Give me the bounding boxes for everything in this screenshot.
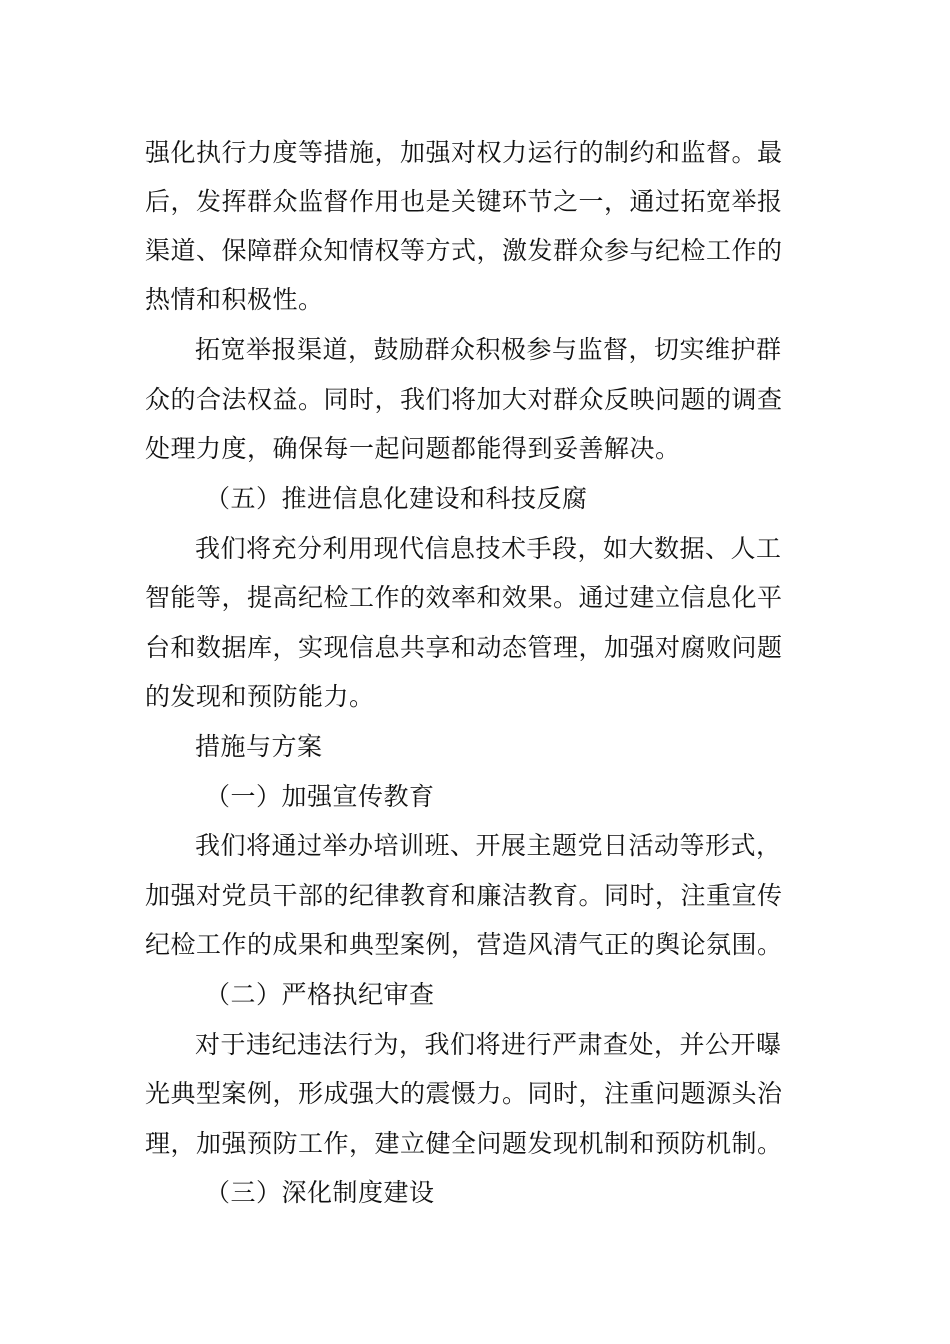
heading-5: （五）推进信息化建设和科技反腐 xyxy=(205,484,588,513)
paragraph-5-line-2: 光典型案例，形成强大的震慑力。同时，注重问题源头治 xyxy=(145,1079,783,1108)
paragraph-1-line-4: 热情和积极性。 xyxy=(145,285,324,314)
paragraph-2-line-1: 拓宽举报渠道，鼓励群众积极参与监督，切实维护群 xyxy=(195,335,782,364)
heading-1: （一）加强宣传教育 xyxy=(205,782,435,811)
paragraph-3-line-3: 台和数据库，实现信息共享和动态管理，加强对腐败问题 xyxy=(145,633,783,662)
heading-2: （二）严格执纪审查 xyxy=(205,980,435,1009)
paragraph-1-line-1: 强化执行力度等措施，加强对权力运行的制约和监督。最 xyxy=(145,138,783,167)
paragraph-3-line-1: 我们将充分利用现代信息技术手段，如大数据、人工 xyxy=(195,534,782,563)
paragraph-5-line-1: 对于违纪违法行为，我们将进行严肃查处，并公开曝 xyxy=(195,1030,782,1059)
paragraph-4-line-3: 纪检工作的成果和典型案例，营造风清气正的舆论氛围。 xyxy=(145,930,783,959)
paragraph-1-line-2: 后，发挥群众监督作用也是关键环节之一，通过拓宽举报 xyxy=(145,187,783,216)
section-title: 措施与方案 xyxy=(195,732,323,761)
paragraph-4-line-2: 加强对党员干部的纪律教育和廉洁教育。同时，注重宣传 xyxy=(145,881,783,910)
paragraph-2-line-2: 众的合法权益。同时，我们将加大对群众反映问题的调查 xyxy=(145,385,783,414)
paragraph-4-line-1: 我们将通过举办培训班、开展主题党日活动等形式， xyxy=(195,831,782,860)
paragraph-3-line-4: 的发现和预防能力。 xyxy=(145,682,375,711)
paragraph-2-line-3: 处理力度，确保每一起问题都能得到妥善解决。 xyxy=(145,434,681,463)
paragraph-5-line-3: 理，加强预防工作，建立健全问题发现机制和预防机制。 xyxy=(145,1129,783,1158)
paragraph-3-line-2: 智能等，提高纪检工作的效率和效果。通过建立信息化平 xyxy=(145,583,783,612)
paragraph-1-line-3: 渠道、保障群众知情权等方式，激发群众参与纪检工作的 xyxy=(145,236,783,265)
heading-3: （三）深化制度建设 xyxy=(205,1178,435,1207)
